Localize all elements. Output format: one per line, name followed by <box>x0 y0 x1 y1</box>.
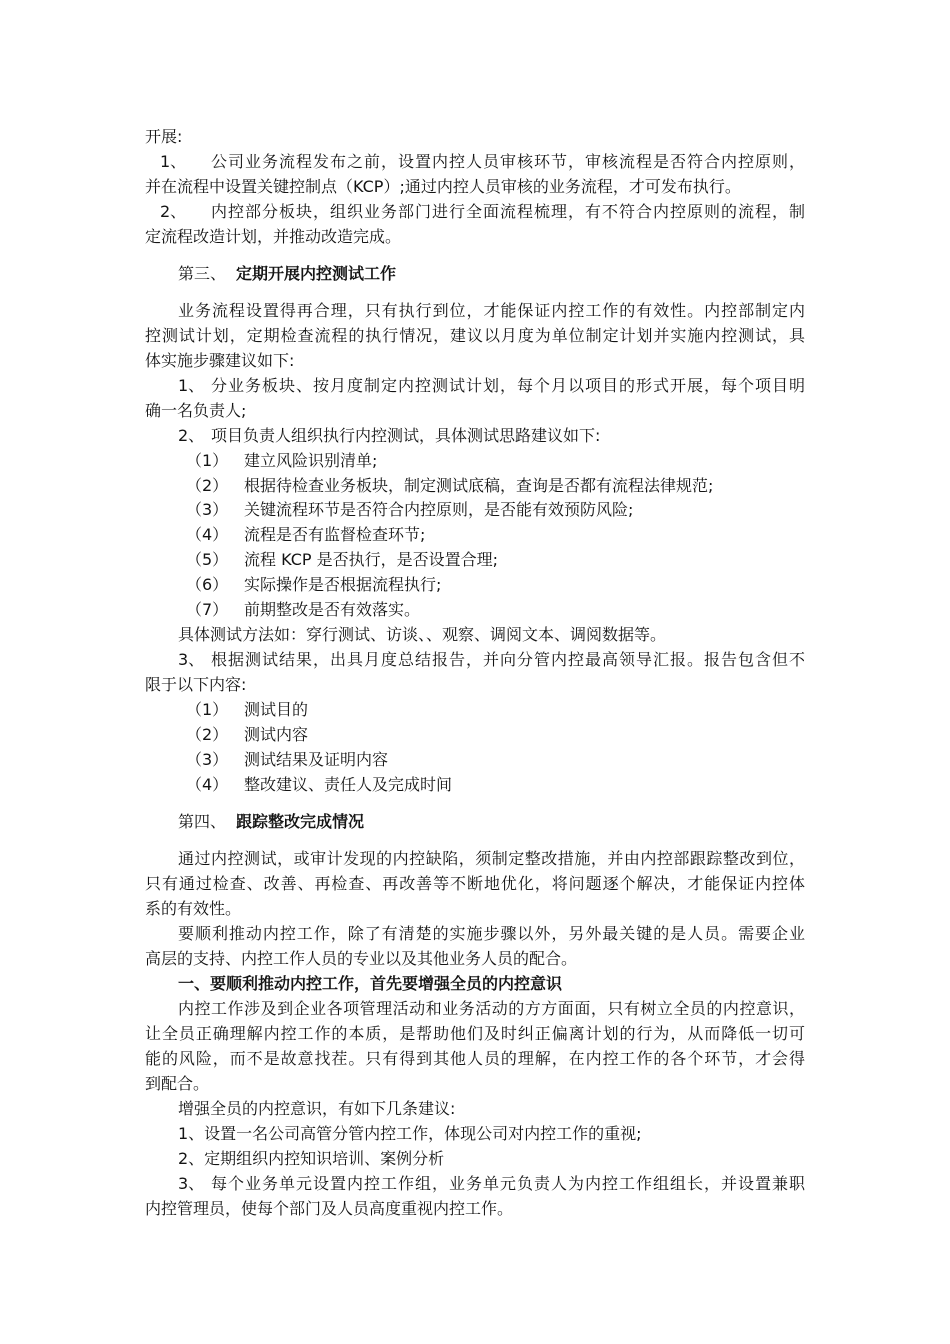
paragraph-line: 内控工作涉及到企业各项管理活动和业务活动的方方面面，只有树立全员的内控意识， <box>178 999 805 1018</box>
paragraph-line: 内控管理员，使每个部门及人员高度重视内控工作。 <box>145 1199 514 1218</box>
section-number: 第三、 <box>178 264 227 283</box>
sub-list-number: （4） <box>186 775 229 794</box>
list-number: 3、 <box>178 650 205 669</box>
sub-list-number: （5） <box>186 550 229 569</box>
section-title: 定期开展内控测试工作 <box>236 264 397 283</box>
paragraph-line: 限于以下内容: <box>145 675 247 694</box>
paragraph-line: 内控部分板块，组织业务部门进行全面流程梳理，有不符合内控原则的流程，制 <box>211 202 805 221</box>
section-number: 第四、 <box>178 812 227 831</box>
paragraph-line: 定流程改造计划，并推动改造完成。 <box>145 227 402 246</box>
subsection-heading: 一、要顺利推动内控工作，首先要增强全员的内控意识 <box>178 974 563 993</box>
sub-list-number: （3） <box>186 500 229 519</box>
paragraph-line: 能的风险，而不是故意找茬。只有得到其他人员的理解，在内控工作的各个环节，才会得 <box>145 1049 805 1068</box>
paragraph-line: 通过内控测试，或审计发现的内控缺陷，须制定整改措施，并由内控部跟踪整改到位， <box>178 849 805 868</box>
list-number: 1、 <box>178 376 205 395</box>
paragraph-line: 要顺利推动内控工作，除了有清楚的实施步骤以外，另外最关键的是人员。需要企业 <box>178 924 805 943</box>
sub-list-item: 流程 KCP 是否执行，是否设置合理; <box>244 550 499 569</box>
sub-list-item: 关键流程环节是否符合内控原则，是否能有效预防风险; <box>244 500 634 519</box>
paragraph-line: 让全员正确理解内控工作的本质，是帮助他们及时纠正偏离计划的行为，从而降低一切可 <box>145 1024 805 1043</box>
sub-list-item: 测试内容 <box>244 725 309 744</box>
paragraph-line: 开展: <box>145 127 183 146</box>
sub-list-item: 流程是否有监督检查环节; <box>244 525 426 544</box>
list-item: 2、定期组织内控知识培训、案例分析 <box>178 1149 445 1168</box>
sub-list-item: 整改建议、责任人及完成时间 <box>244 775 453 794</box>
list-number: 3、 <box>178 1174 205 1193</box>
paragraph-line: 每个业务单元设置内控工作组，业务单元负责人为内控工作组组长，并设置兼职 <box>211 1174 805 1193</box>
paragraph-line: 根据测试结果，出具月度总结报告，并向分管内控最高领导汇报。报告包含但不 <box>211 650 805 669</box>
sub-list-item: 建立风险识别清单; <box>244 451 378 470</box>
paragraph-line: 到配合。 <box>145 1074 210 1093</box>
list-item: 1、设置一名公司高管分管内控工作，体现公司对内控工作的重视; <box>178 1124 642 1143</box>
sub-list-number: （7） <box>186 600 229 619</box>
paragraph-line: 并在流程中设置关键控制点（KCP）;通过内控人员审核的业务流程，才可发布执行。 <box>145 177 741 196</box>
paragraph-line: 增强全员的内控意识，有如下几条建议: <box>178 1099 456 1118</box>
paragraph-line: 体实施步骤建议如下: <box>145 351 295 370</box>
sub-list-item: 测试结果及证明内容 <box>244 750 389 769</box>
sub-list-item: 实际操作是否根据流程执行; <box>244 575 442 594</box>
paragraph-line: 分业务板块、按月度制定内控测试计划，每个月以项目的形式开展，每个项目明 <box>211 376 805 395</box>
sub-list-number: （2） <box>186 476 229 495</box>
sub-list-number: （2） <box>186 725 229 744</box>
section-title: 跟踪整改完成情况 <box>236 812 365 831</box>
list-number: 2、 <box>178 426 205 445</box>
sub-list-item: 测试目的 <box>244 700 309 719</box>
sub-list-item: 根据待检查业务板块，制定测试底稿，查询是否都有流程法律规范; <box>244 476 714 495</box>
paragraph-line: 项目负责人组织执行内控测试，具体测试思路建议如下: <box>211 426 601 445</box>
paragraph-line: 系的有效性。 <box>145 899 242 918</box>
list-number: 1、 <box>160 152 187 171</box>
paragraph-line: 具体测试方法如：穿行测试、访谈、、观察、调阅文本、调阅数据等。 <box>178 625 667 644</box>
sub-list-number: （1） <box>186 700 229 719</box>
paragraph-line: 控测试计划，定期检查流程的执行情况，建议以月度为单位制定计划并实施内控测试，具 <box>145 326 805 345</box>
paragraph-line: 只有通过检查、改善、再检查、再改善等不断地优化，将问题逐个解决，才能保证内控体 <box>145 874 805 893</box>
sub-list-number: （1） <box>186 451 229 470</box>
paragraph-line: 高层的支持、内控工作人员的专业以及其他业务人员的配合。 <box>145 949 578 968</box>
paragraph-line: 确一名负责人; <box>145 401 247 420</box>
sub-list-number: （6） <box>186 575 229 594</box>
sub-list-item: 前期整改是否有效落实。 <box>244 600 421 619</box>
paragraph-line: 业务流程设置得再合理，只有执行到位，才能保证内控工作的有效性。内控部制定内 <box>178 301 805 320</box>
list-number: 2、 <box>160 202 187 221</box>
paragraph-line: 公司业务流程发布之前，设置内控人员审核环节，审核流程是否符合内控原则， <box>211 152 805 171</box>
sub-list-number: （3） <box>186 750 229 769</box>
sub-list-number: （4） <box>186 525 229 544</box>
